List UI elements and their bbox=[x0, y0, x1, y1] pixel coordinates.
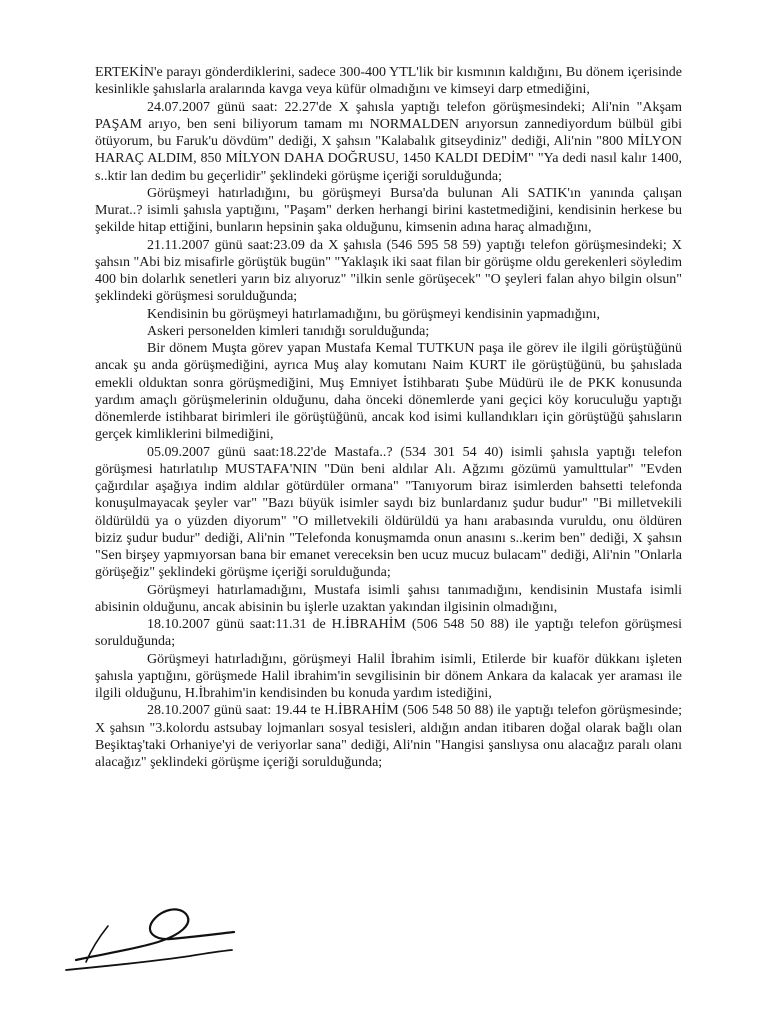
paragraph: 05.09.2007 günü saat:18.22'de Mastafa..? (534 301 54 40) isimli şahısla yaptığı telefon görüşmesi hatırlatılıp MUSTAFA'NIN "Dün beni aldılar Alı. Ağzımı gözümü yamulttular" "Evden çağırdılar aşağıya indim aldılar götürdüler ormana" "Tanıyorum biraz isimlerden bahsetti telefonda konuşulmayacak şeyler var" "Bazı büyük isimler saydı biz bunlardanız şudur budur" "Bi milletvekili öldürüldü ya o yüzden diyorum" "O milletvekili öldürüldü ya hanı arabasında vuruldu, onu öldüren biziz şudur budur" dediği, Ali'nin "Telefonda konuşmamda onun anasını s..kerim ben" dediği, X şahsın "Sen birşey yapmıyorsan bana bir emanet vereceksin ben ucuz mucuz bulacam" dediği, Ali'nin "Onlarla görüşeğiz" şeklindeki görüşme içeriği sorulduğunda; bbox=[95, 444, 682, 581]
paragraph: Görüşmeyi hatırlamadığını, Mustafa isimli şahısı tanımadığını, kendisinin Mustafa isimli abisinin olduğunu, ancak abisinin bu işlerle uzaktan yakından ilgisinin olmadığını, bbox=[95, 582, 682, 615]
paragraph: Görüşmeyi hatırladığını, bu görüşmeyi Bursa'da bulunan Ali SATIK'ın yanında çalışan Murat..? isimli şahısla yaptığını, "Paşam" derken herhangi birini kastetmediğini, kendisinin herkese bu şekilde hitap ettiğini, bunların hepsinin şaka olduğunu, kimsenin adına haraç almadığını, bbox=[95, 185, 682, 236]
paragraph: Görüşmeyi hatırladığını, görüşmeyi Halil İbrahim isimli, Etilerde bir kuaför dükkanı işleten şahısla yaptığını, görüşmede Halil ibrahim'in sevgilisinin bir dönem Ankara da kalacak yer araması ile ilgili olduğunu, H.İbrahim'in kendisinden bu konuda yardım istediğini, bbox=[95, 651, 682, 701]
paragraph: 24.07.2007 günü saat: 22.27'de X şahısla yaptığı telefon görüşmesindeki; Ali'nin "Akşam PAŞAM arıyo, ben seni biliyorum tamam mı NORMALDEN arıyorsun zannediyordum bülbül gibi ötüyorum, bu Faruk'u dövdüm" dediği, X şahsın "Kalabalık gitseydiniz" dediği, Ali'nin "800 MİLYON HARAÇ ALDIM, 850 MİLYON DAHA DOĞRUSU, 1450 KALDI DEDİM" "Ya dedi nasıl kalır 1400, s..ktir lan dedim bu geçerlidir" şeklindeki görüşme içeriği sorulduğunda; bbox=[95, 99, 682, 184]
paragraph: Bir dönem Muşta görev yapan Mustafa Kemal TUTKUN paşa ile görev ile ilgili görüştüğünü ancak şu anda görüşmediğini, ayrıca Muş alay komutanı Naim KURT ile görüştüğünü, bu şahıslada emekli olduktan sonra görüşmediğini, Muş Emniyet İstihbaratı Şube Müdürü ile de PKK konusunda yardım amaçlı görüşmelerinin olduğunu, daha önceki dönemlerde yani geçici köy koruculuğu yaptığı dönemlerde istihbarat birimleri ile görüştüğünü, ancak kod isimi kullandıkları için görüştüğü şahısların gerçek kimliklerini bilmediğini, bbox=[95, 341, 682, 443]
paragraph: 18.10.2007 günü saat:11.31 de H.İBRAHİM (506 548 50 88) ile yaptığı telefon görüşmesi sorulduğunda; bbox=[95, 617, 682, 650]
handwritten-signature bbox=[62, 896, 242, 974]
paragraph: 28.10.2007 günü saat: 19.44 te H.İBRAHİM (506 548 50 88) ile yaptığı telefon görüşmesinde; X şahsın "3.kolordu astsubay lojmanları sosyal tesisleri, aldığın andan itibaren doğal olarak bağlı olan Beşiktaş'taki Orhaniye'yi de veriyorlar sana" dediği, Ali'nin "Hangisi şanslıysa onu alacağız paralı olanı alacağız" şeklindeki görüşme içeriği sorulduğunda; bbox=[95, 703, 682, 770]
paragraph: Kendisinin bu görüşmeyi hatırlamadığını, bu görüşmeyi kendisinin yapmadığını, bbox=[147, 306, 600, 322]
paragraph: ERTEKİN'e parayı gönderdiklerini, sadece 300-400 YTL'lik bir kısmının kaldığını, Bu dönem içerisinde kesinlikle şahıslarla aralarında kavga veya küfür olmadığını ve kimseyi darp etmediğini, bbox=[95, 65, 682, 98]
paragraph: 21.11.2007 günü saat:23.09 da X şahısla (546 595 58 59) yaptığı telefon görüşmesindeki; X şahsın "Abi biz misafirle görüştük bugün" "Yaklaşık iki saat filan bir görüşme oldu gerekenleri söyledim 400 bin dolarlık senetleri yarın biz alıyoruz" "ilkin senle görüşecek" "O şeyleri falan ahyo bilgin olsun" şeklindeki görüşmesi sorulduğunda; bbox=[95, 237, 682, 305]
paragraph: Askeri personelden kimleri tanıdığı sorulduğunda; bbox=[147, 323, 430, 339]
document-body bbox=[95, 64, 682, 904]
